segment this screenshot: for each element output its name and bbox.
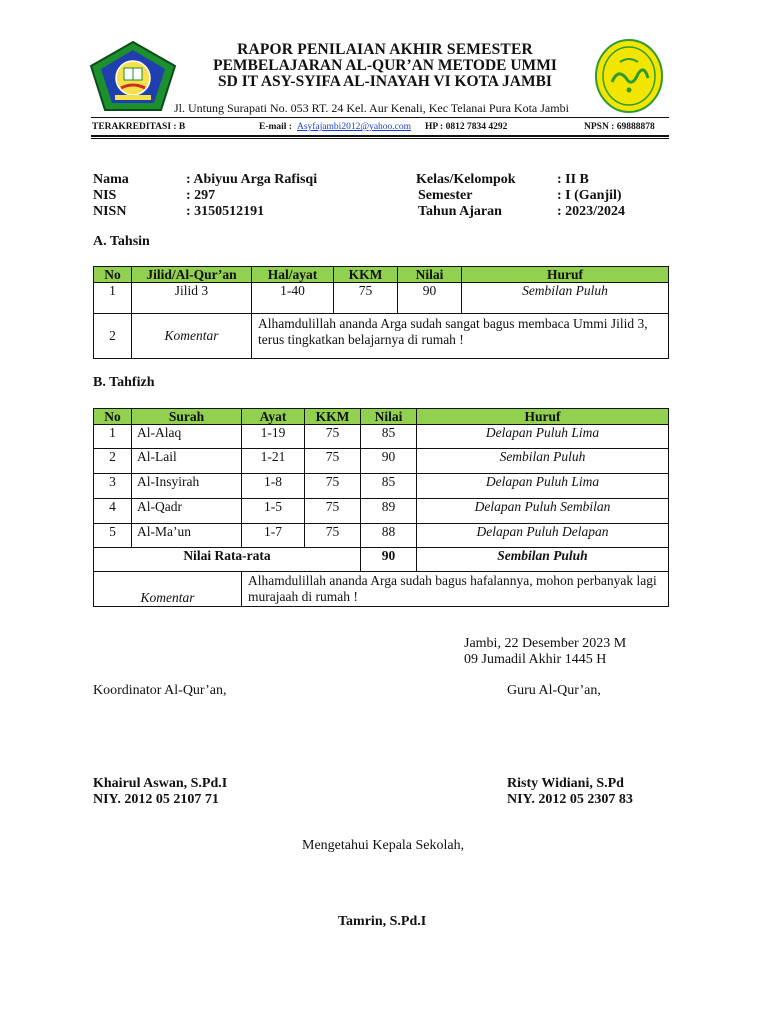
col-header: Nilai (398, 267, 462, 283)
cell-halayat: 1-40 (252, 283, 334, 314)
cell-no: 4 (94, 499, 132, 524)
cell-surah: Al-Lail (132, 449, 242, 474)
table-header-row (94, 267, 669, 283)
semester-value: : I (Ganjil) (557, 188, 622, 203)
school-address: Jl. Untung Surapati No. 053 RT. 24 Kel. Aur Kenali, Kec Telanai Pura Kota Jambi (174, 101, 569, 115)
ummi-calligraphy-logo-icon (594, 38, 664, 114)
col-header: Surah (132, 409, 242, 425)
col-header: No (94, 267, 132, 283)
comment-text: Alhamdulillah ananda Arga sudah bagus hafalannya, mohon perbanyak lagi murajaah di rumah ! (242, 572, 669, 607)
cell-kkm: 75 (334, 283, 398, 314)
col-header: Nilai (361, 409, 417, 425)
cell-ayat: 1-7 (242, 524, 305, 548)
cell-nilai: 85 (361, 425, 417, 449)
school-name: SD IT ASY-SYIFA AL-INAYAH VI KOTA JAMBI (218, 73, 552, 90)
letterhead-meta (91, 119, 669, 135)
cell-ayat: 1-19 (242, 425, 305, 449)
divider (91, 117, 669, 118)
nama-label: Nama (93, 172, 129, 187)
table-row (94, 474, 669, 499)
nama-value: : Abiyuu Arga Rafisqi (186, 172, 318, 187)
cell-huruf: Sembilan Puluh (462, 283, 669, 314)
cell-surah: Al-Insyirah (132, 474, 242, 499)
cell-kkm: 75 (305, 524, 361, 548)
cell-no: 2 (94, 449, 132, 474)
cell-ayat: 1-21 (242, 449, 305, 474)
col-header: Hal/ayat (252, 267, 334, 283)
cell-no: 1 (94, 425, 132, 449)
col-header: Ayat (242, 409, 305, 425)
date-hijri: 09 Jumadil Akhir 1445 H (464, 652, 607, 667)
average-value: 90 (361, 548, 417, 572)
koordinator-name: Khairul Aswan, S.Pd.I (93, 776, 228, 791)
nisn-value: : 3150512191 (186, 204, 265, 219)
cell-nilai: 89 (361, 499, 417, 524)
cell-huruf: Delapan Puluh Lima (417, 474, 669, 499)
average-label: Nilai Rata-rata (94, 548, 361, 572)
cell-huruf: Delapan Puluh Delapan (417, 524, 669, 548)
average-huruf: Sembilan Puluh (417, 548, 669, 572)
cell-kkm: 75 (305, 425, 361, 449)
cell-nilai: 85 (361, 474, 417, 499)
cell-no: 1 (94, 283, 132, 314)
comment-text: Alhamdulillah ananda Arga sudah sangat bagus membaca Ummi Jilid 3, terus tingkatkan belajarnya di rumah ! (252, 314, 669, 359)
cell-no: 5 (94, 524, 132, 548)
guru-niy: NIY. 2012 05 2307 83 (507, 792, 633, 807)
tahun-label: Tahun Ajaran (418, 204, 502, 219)
date-masehi: Jambi, 22 Desember 2023 M (464, 636, 627, 651)
col-header: No (94, 409, 132, 425)
average-row (94, 548, 669, 572)
col-header: KKM (334, 267, 398, 283)
divider (91, 135, 669, 137)
cell-ayat: 1-5 (242, 499, 305, 524)
tahun-value: : 2023/2024 (557, 204, 626, 219)
table-row (94, 425, 669, 449)
kelas-value: : II B (557, 172, 589, 187)
col-header: Huruf (462, 267, 669, 283)
nis-label: NIS (93, 188, 117, 203)
npsn: NPSN : 69888878 (584, 122, 655, 132)
table-row (94, 449, 669, 474)
accreditation: TERAKREDITASI : B (92, 122, 186, 132)
email-label: E-mail : (259, 122, 292, 132)
tahsin-table (93, 266, 669, 359)
cell-huruf: Delapan Puluh Sembilan (417, 499, 669, 524)
guru-title: Guru Al-Qur’an, (507, 683, 601, 698)
cell-kkm: 75 (305, 449, 361, 474)
table-row (94, 283, 669, 314)
col-header: Huruf (417, 409, 669, 425)
divider (91, 138, 669, 139)
cell-jilid: Jilid 3 (132, 283, 252, 314)
cell-huruf: Sembilan Puluh (417, 449, 669, 474)
program-title: PEMBELAJARAN AL-QUR’AN METODE UMMI (213, 57, 557, 74)
letterhead-title (180, 42, 590, 90)
nis-value: : 297 (186, 188, 216, 203)
guru-name: Risty Widiani, S.Pd (507, 776, 624, 791)
cell-no: 3 (94, 474, 132, 499)
school-crest-logo-icon (89, 40, 177, 112)
cell-surah: Al-Ma’un (132, 524, 242, 548)
comment-label: Komentar (94, 572, 242, 607)
cell-kkm: 75 (305, 499, 361, 524)
kelas-label: Kelas/Kelompok (416, 172, 516, 187)
comment-row (94, 314, 669, 359)
cell-surah: Al-Qadr (132, 499, 242, 524)
cell-huruf: Delapan Puluh Lima (417, 425, 669, 449)
cell-surah: Al-Alaq (132, 425, 242, 449)
col-header: KKM (305, 409, 361, 425)
report-title: RAPOR PENILAIAN AKHIR SEMESTER (237, 41, 533, 58)
cell-nilai: 90 (398, 283, 462, 314)
email-link[interactable]: Asyfajambi2012@yahoo.com (297, 122, 412, 132)
koordinator-title: Koordinator Al-Qur’an, (93, 683, 227, 698)
comment-label: Komentar (132, 314, 252, 359)
nisn-label: NISN (93, 204, 127, 219)
table-row (94, 499, 669, 524)
tahsin-heading: A. Tahsin (93, 234, 150, 249)
koordinator-niy: NIY. 2012 05 2107 71 (93, 792, 219, 807)
cell-ayat: 1-8 (242, 474, 305, 499)
phone: HP : 0812 7834 4292 (425, 122, 508, 132)
kepala-title: Mengetahui Kepala Sekolah, (302, 838, 465, 853)
tahfizh-heading: B. Tahfizh (93, 375, 155, 390)
semester-label: Semester (418, 188, 473, 203)
kepala-name: Tamrin, S.Pd.I (338, 914, 427, 929)
table-row (94, 524, 669, 548)
cell-nilai: 88 (361, 524, 417, 548)
cell-no: 2 (94, 314, 132, 359)
cell-kkm: 75 (305, 474, 361, 499)
col-header: Jilid/Al-Qur’an (132, 267, 252, 283)
tahfizh-table (93, 408, 669, 607)
comment-row (94, 572, 669, 607)
cell-nilai: 90 (361, 449, 417, 474)
table-header-row (94, 409, 669, 425)
